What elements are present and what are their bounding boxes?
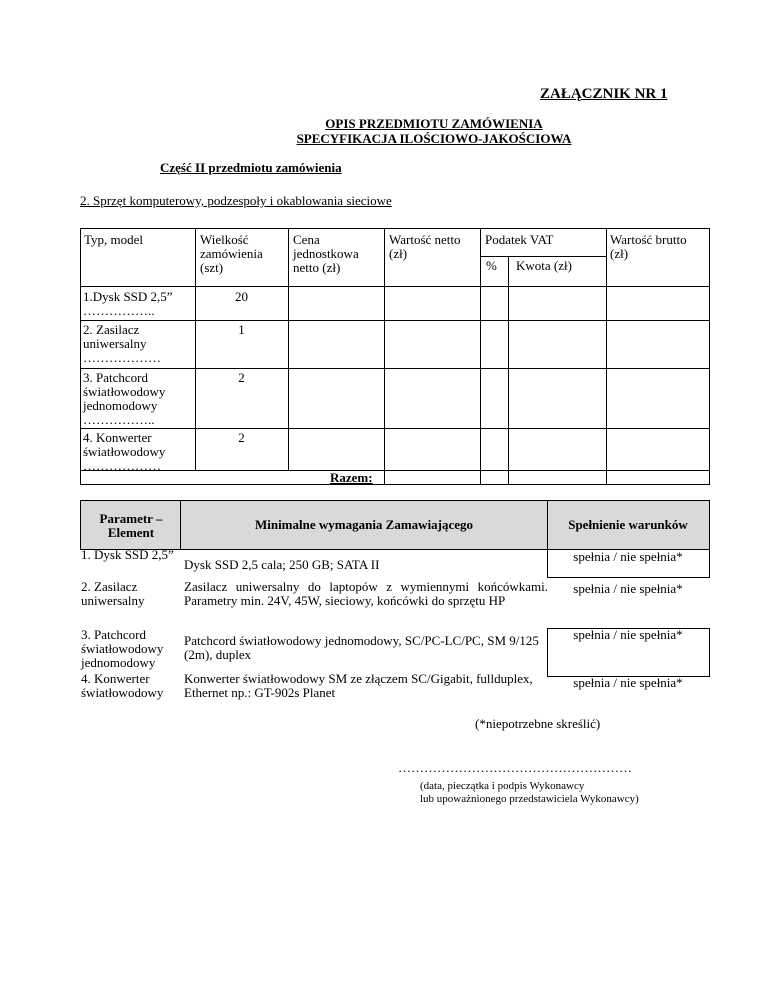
subtitle-line-2: SPECYFIKACJA ILOŚCIOWO-JAKOŚCIOWA [296,131,572,146]
header-type-model: Typ, model [84,232,144,247]
signature-caption-line-1: (data, pieczątka i podpis Wykonawcy [420,780,585,792]
row-quantity: 2 [238,430,245,445]
part-heading: Część II przedmiotu zamówienia [160,160,342,175]
row-name: 4. Konwerter światłowodowy ……………… [83,430,166,473]
requirement-cell: Patchcord światłowodowy jednomodowy, SC/PC-LC/PC, SM 9/125 (2m), duplex [184,633,539,662]
param-cell: 2. Zasilacz uniwersalny [81,579,145,608]
requirement-cell: Konwerter światłowodowy SM ze złączem SC/Gigabit, fullduplex, Ethernet np.: GT-902s Planet [184,671,533,700]
attachment-title: ZAŁĄCZNIK NR 1 [540,86,668,102]
signature-caption-line-2: lub upoważnionego przedstawiciela Wykonawcy) [420,793,639,805]
requirement-cell: Dysk SSD 2,5 cala; 250 GB; SATA II [184,557,380,572]
header-gross-value: Wartość brutto (zł) [610,232,687,261]
signature-caption [420,780,639,806]
header-unit-price: Cena jednostkowa netto (zł) [293,232,359,275]
header-vat: Podatek VAT [485,232,554,247]
row-name: 2. Zasilacz uniwersalny ……………… [83,322,161,365]
row-quantity: 20 [235,289,248,304]
compliance-cell: spełnia / nie spełnia* [573,581,683,596]
document-subtitle [160,116,708,146]
requirements-table [80,500,710,710]
row-name: 3. Patchcord światłowodowy jednomodowy …………….. [83,370,166,427]
section-heading: 2. Sprzęt komputerowy, podzespoły i okablowania sieciowe [80,193,392,208]
compliance-cell: spełnia / nie spełnia* [573,549,683,564]
header-vat-percent: % [486,258,497,273]
param-cell: 1. Dysk SSD 2,5” [81,547,174,562]
header-quantity: Wielkość zamówienia (szt) [200,232,263,275]
footnote: (*niepotrzebne skreślić) [475,716,601,731]
pricing-table [80,228,710,485]
compliance-cell: spełnia / nie spełnia* [573,627,683,642]
total-label: Razem: [330,470,373,485]
param-cell: 4. Konwerter światłowodowy [81,671,164,700]
header-requirements: Minimalne wymagania Zamawiającego [254,517,474,532]
param-cell: 3. Patchcord światłowodowy jednomodowy [81,627,164,670]
header-net-value: Wartość netto (zł) [389,232,461,261]
header-vat-amount: Kwota (zł) [516,258,572,273]
row-name: 1.Dysk SSD 2,5” …………….. [83,289,173,318]
signature-line: ……………………………………………… [398,760,632,775]
row-quantity: 2 [238,370,245,385]
requirement-cell: Zasilacz uniwersalny do laptopów z wymiennymi końcówkami. Parametry min. 24V, 45W, sieciowy, końcówki do sprzętu HP [184,579,548,608]
header-compliance: Spełnienie warunków [568,517,688,532]
row-quantity: 1 [238,322,245,337]
subtitle-line-1: OPIS PRZEDMIOTU ZAMÓWIENIA [325,116,543,131]
compliance-cell: spełnia / nie spełnia* [573,675,683,690]
header-parameter: Parametr – Element [99,511,163,540]
